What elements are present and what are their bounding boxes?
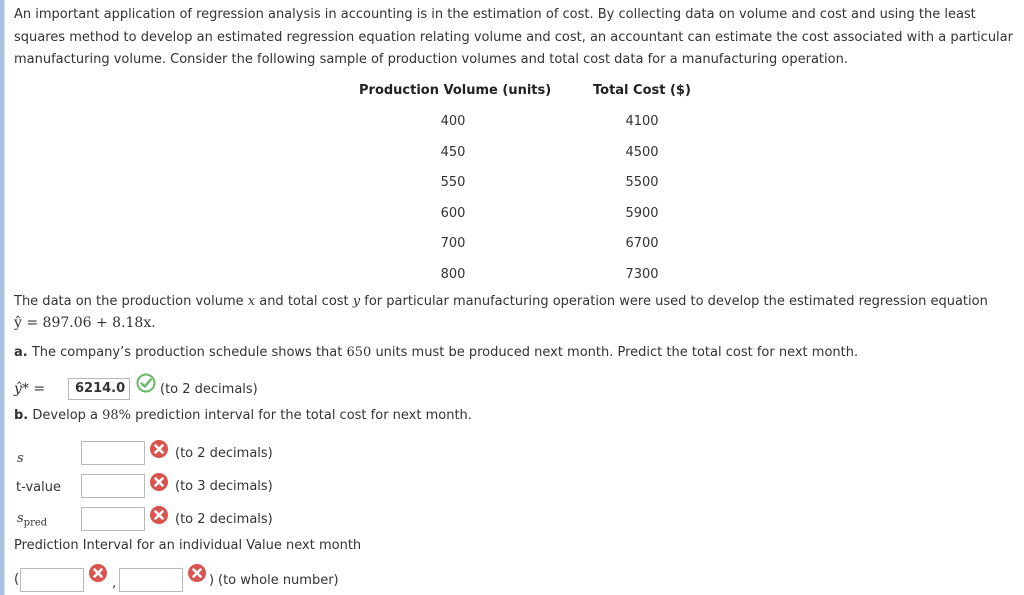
part-a-text: units must be produced next month. Predict the total cost for next month. (371, 345, 859, 360)
table-cell-volume: 400 (440, 114, 466, 129)
table-cell-volume: 450 (440, 145, 466, 160)
s-pred-main: s (17, 511, 24, 526)
y-hat-star-label: ŷ* = (14, 381, 46, 397)
part-a-answer-field[interactable]: 6214.0 (68, 378, 130, 400)
part-a-question (14, 345, 858, 360)
confidence-percent: 98% (102, 408, 132, 423)
part-a-hint: (to 2 decimals) (160, 382, 258, 397)
interval-open-paren: ( (14, 572, 20, 587)
table-cell-volume: 700 (440, 236, 466, 251)
s-pred-hint: (to 2 decimals) (175, 512, 273, 527)
table-cell-volume: 600 (440, 206, 466, 221)
table-cell-cost: 5900 (625, 206, 659, 221)
regression-equation: ŷ = 897.06 + 8.18x. (14, 315, 156, 331)
s-pred-subscript: pred (23, 517, 48, 529)
part-b-label: b. (14, 408, 29, 423)
x-circle-icon (149, 472, 169, 492)
x-circle-icon (187, 563, 207, 583)
interval-lower-input[interactable] (20, 568, 84, 592)
s-input[interactable] (81, 441, 145, 465)
data-sentence (14, 294, 988, 309)
x-circle-icon (149, 439, 169, 459)
part-b-text: Develop a (28, 408, 103, 423)
part-b-question (14, 408, 472, 423)
s-label: s (17, 451, 24, 466)
sentence-text: and total cost (255, 294, 353, 309)
s-pred-label (17, 511, 47, 529)
sentence-text: The data on the production volume (14, 294, 248, 309)
table-cell-cost: 4500 (625, 145, 659, 160)
interval-upper-input[interactable] (119, 568, 183, 592)
left-accent-line (4, 0, 5, 595)
units-value: 650 (346, 345, 372, 360)
s-hint: (to 2 decimals) (175, 446, 273, 461)
table-cell-cost: 7300 (625, 267, 659, 282)
problem-intro: An important application of regression analysis in accounting is in the estimation of cost. By collecting data on volume and cost and using the least squares method to develop an estimated regression equation relating volume and cost, an accountant can estimate the cost associated with a particular manufacturing volume. Consider the following sample of production volumes and total cost data for a manufacturing operation. (14, 7, 1013, 67)
part-a-text: The company’s production schedule shows that (27, 345, 347, 360)
interval-hint: (to whole number) (218, 573, 339, 588)
part-b-text: prediction interval for the total cost for next month. (131, 408, 472, 423)
t-value-input[interactable] (81, 474, 145, 498)
interval-label: Prediction Interval for an individual Value next month (14, 538, 362, 553)
t-value-hint: (to 3 decimals) (175, 479, 273, 494)
interval-close-paren: ) (209, 573, 215, 588)
table-header-volume: Production Volume (units) (359, 83, 552, 98)
t-value-label-text: t-value (16, 480, 61, 495)
table-cell-cost: 4100 (625, 114, 659, 129)
table-cell-volume: 800 (440, 267, 466, 282)
x-circle-icon (88, 563, 108, 583)
check-circle-icon (136, 373, 156, 393)
table-cell-cost: 6700 (625, 236, 659, 251)
var-x: x (247, 294, 256, 309)
table-cell-cost: 5500 (625, 175, 659, 190)
s-pred-input[interactable] (81, 507, 145, 531)
table-header-cost: Total Cost ($) (593, 83, 691, 98)
var-y: y (352, 294, 361, 309)
table-cell-volume: 550 (440, 175, 466, 190)
interval-comma: , (112, 576, 117, 591)
sentence-text: for particular manufacturing operation were used to develop the estimated regression equation (360, 294, 988, 309)
t-value-label (16, 480, 61, 495)
x-circle-icon (149, 505, 169, 525)
part-a-label: a. (14, 345, 28, 360)
